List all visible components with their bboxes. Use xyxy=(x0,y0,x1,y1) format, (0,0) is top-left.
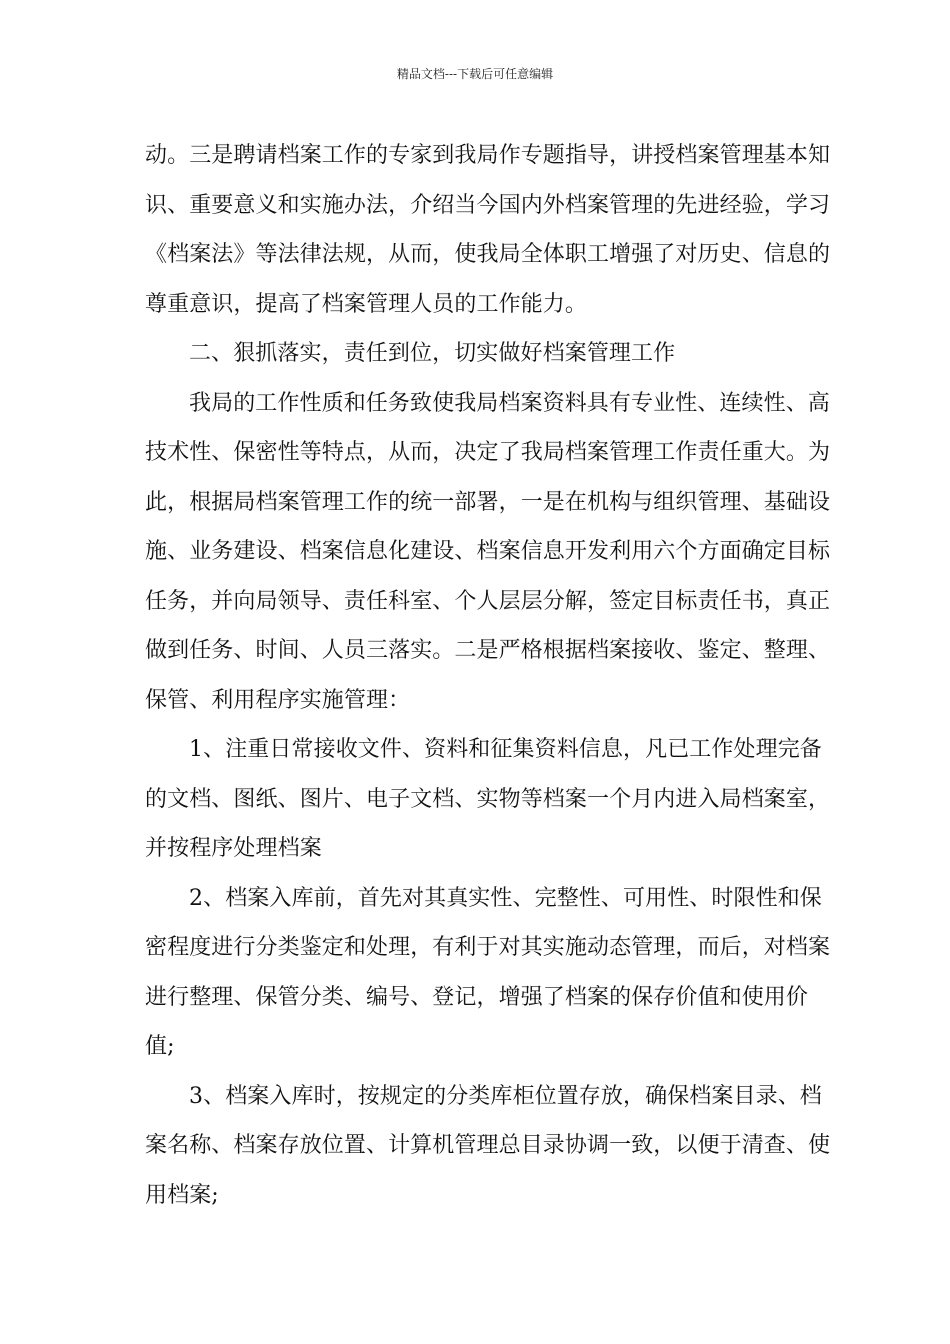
list-item-1: 1、注重日常接收文件、资料和征集资料信息，凡已工作处理完备的文档、图纸、图片、电子文档、实物等档案一个月内进入局档案室，并按程序处理档案 xyxy=(145,737,831,861)
paragraph-continuation: 动。三是聘请档案工作的专家到我局作专题指导，讲授档案管理基本知识、重要意义和实施办法，介绍当今国内外档案管理的先进经验，学习《档案法》等法律法规，从而，使我局全体职工增强了对历史、信息的尊重意识，提高了档案管理人员的工作能力。 xyxy=(145,143,831,317)
document-body xyxy=(145,131,835,1220)
list-item-2: 2、档案入库前，首先对其真实性、完整性、可用性、时限性和保密程度进行分类鉴定和处理，有利于对其实施动态管理，而后，对档案进行整理、保管分类、编号、登记，增强了档案的保存价值和使用价值; xyxy=(145,885,831,1059)
list-item-3: 3、档案入库时，按规定的分类库柜位置存放，确保档案目录、档案名称、档案存放位置、计算机管理总目录协调一致，以便于清查、使用档案; xyxy=(145,1083,831,1208)
section-heading: 二、狠抓落实，责任到位，切实做好档案管理工作 xyxy=(189,341,676,366)
page-header: 精品文档---下载后可任意编辑 xyxy=(396,67,554,81)
paragraph-work-nature: 我局的工作性质和任务致使我局档案资料具有专业性、连续性、高技术性、保密性等特点，从而，决定了我局档案管理工作责任重大。为此，根据局档案管理工作的统一部署，一是在机构与组织管理、基础设施、业务建设、档案信息化建设、档案信息开发利用六个方面确定目标任务，并向局领导、责任科室、个人层层分解，签定目标责任书，真正做到任务、时间、人员三落实。二是严格根据档案接收、鉴定、整理、保管、利用程序实施管理： xyxy=(145,390,831,713)
